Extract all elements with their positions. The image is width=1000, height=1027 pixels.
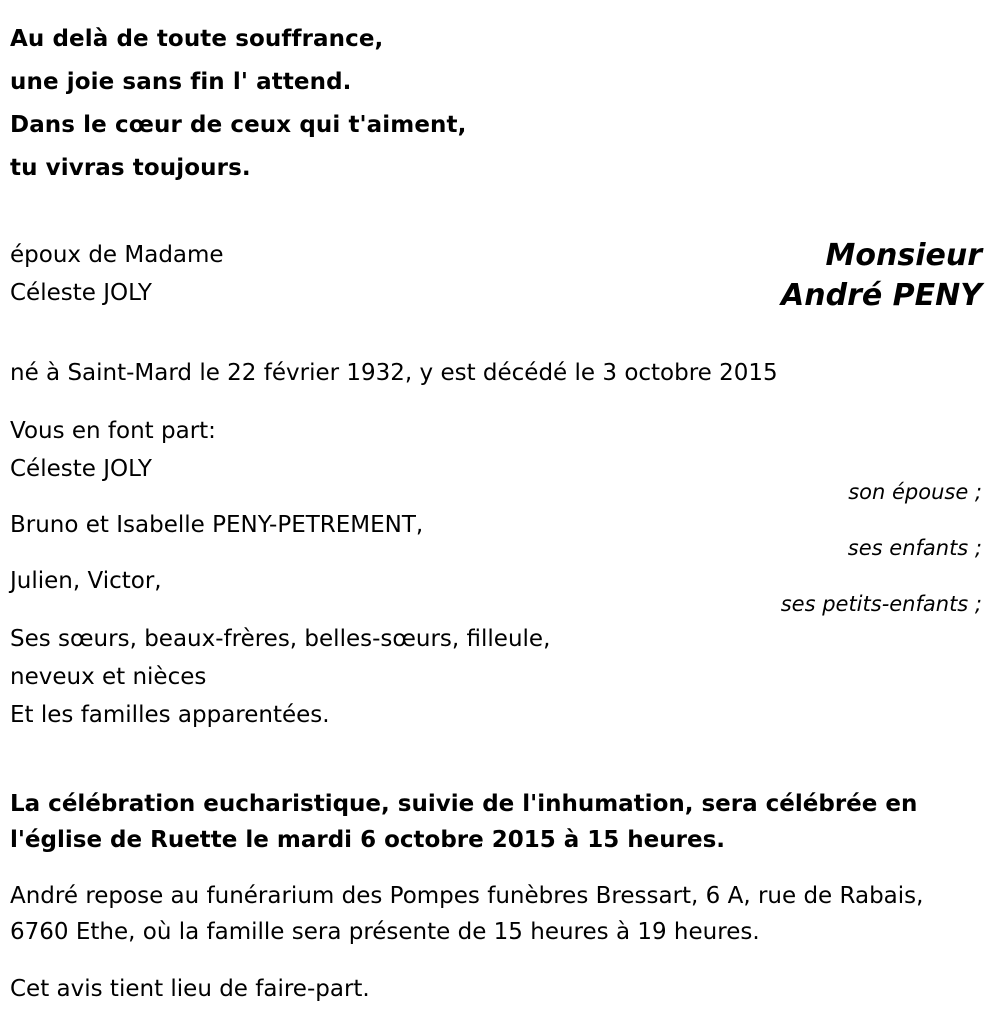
deceased-fullname: André PENY <box>781 278 982 313</box>
birth-death-line: né à Saint-Mard le 22 février 1932, y est décédé le 3 octobre 2015 <box>10 360 778 386</box>
notice-line: Cet avis tient lieu de faire-part. <box>10 976 370 1002</box>
spouse-of-label: époux de Madame <box>10 242 224 268</box>
family-list <box>10 450 986 618</box>
family-relation-label: ses enfants ; <box>847 536 982 560</box>
family-member-names: Bruno et Isabelle PENY-PETREMENT, <box>10 512 424 538</box>
spouse-of-block <box>10 236 224 312</box>
extended-family-line-1: Ses sœurs, beaux-frères, belles-sœurs, filleule, <box>10 626 551 652</box>
deceased-title: Monsieur <box>825 238 982 273</box>
verse-line-4: tu vivras toujours. <box>10 155 251 181</box>
verse-line-2: une joie sans fin l' attend. <box>10 69 352 95</box>
family-relation-label: son épouse ; <box>848 480 982 504</box>
extended-family-line-2: neveux et nièces <box>10 664 207 690</box>
deceased-name-block <box>781 236 986 316</box>
spouse-name: Céleste JOLY <box>10 280 152 306</box>
ceremony-paragraph: La célébration eucharistique, suivie de l'inhumation, sera célébrée en l'église de Ruette le mardi 6 octobre 2015 à 15 heures. <box>10 791 918 853</box>
family-row <box>10 562 986 618</box>
family-member-names: Céleste JOLY <box>10 456 152 482</box>
extended-family-block <box>10 620 986 734</box>
family-relation-label: ses petits-enfants ; <box>780 592 982 616</box>
verse-line-1: Au delà de toute souffrance, <box>10 26 384 52</box>
name-block <box>10 236 986 316</box>
family-row <box>10 450 986 506</box>
opening-verse <box>10 18 986 190</box>
family-member-names: Julien, Victor, <box>10 568 162 594</box>
extended-family-line-3: Et les familles apparentées. <box>10 702 330 728</box>
verse-line-3: Dans le cœur de ceux qui t'aiment, <box>10 112 467 138</box>
funeral-home-paragraph: André repose au funérarium des Pompes funèbres Bressart, 6 A, rue de Rabais, 6760 Ethe, où la famille sera présente de 15 heures à 19 heures. <box>10 883 924 945</box>
family-row <box>10 506 986 562</box>
announcement-intro: Vous en font part: <box>10 418 216 444</box>
